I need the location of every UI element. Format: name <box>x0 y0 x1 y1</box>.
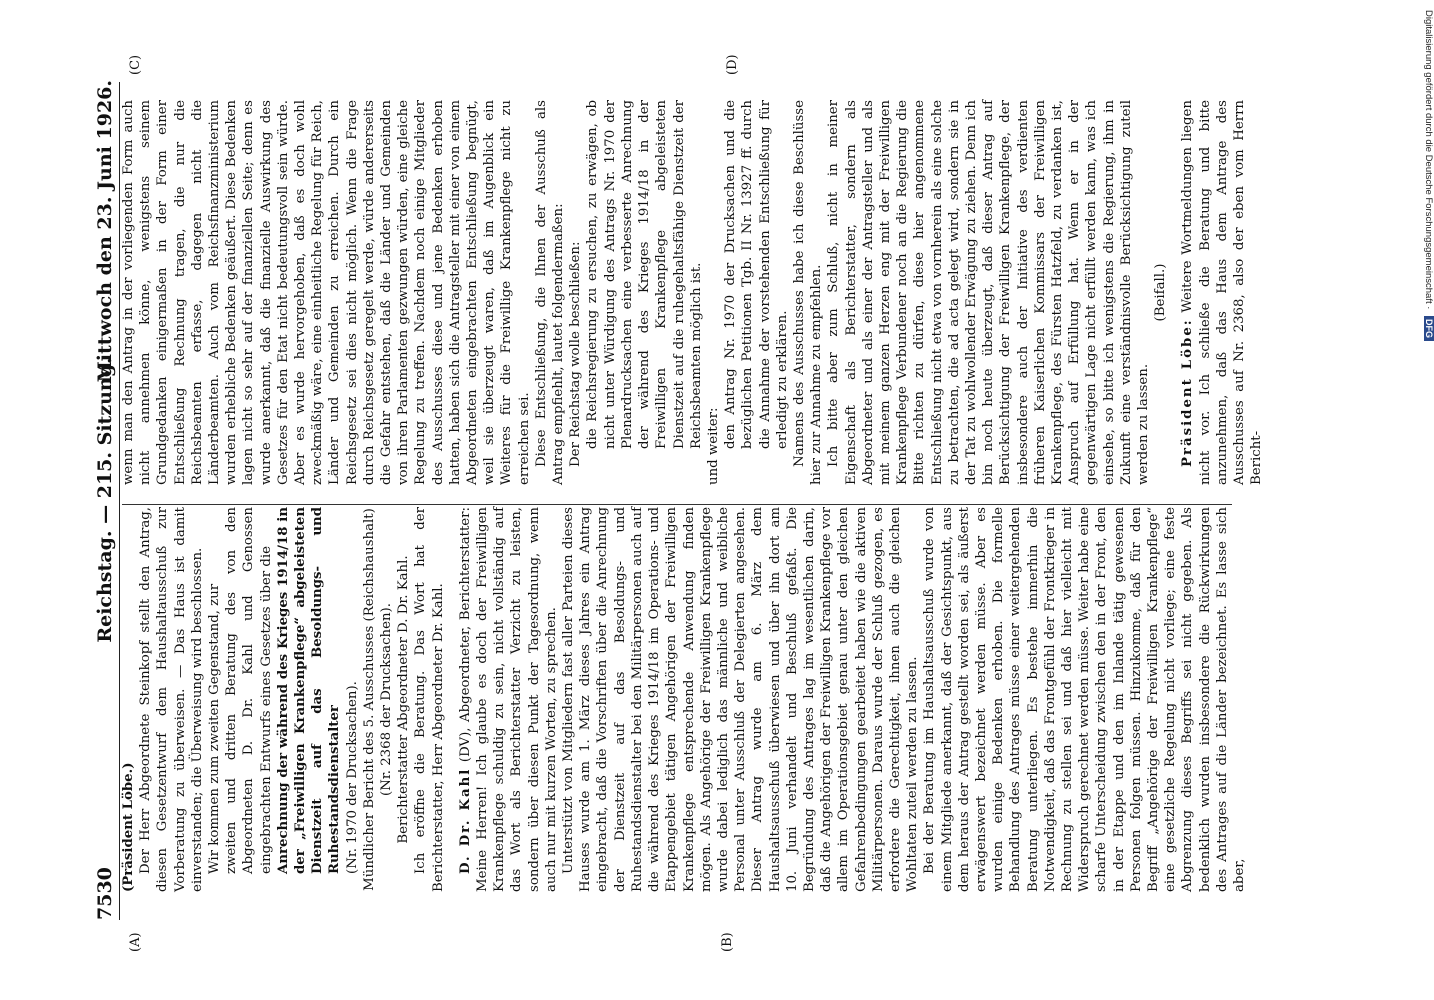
text-paragraph: Namens des Ausschusses habe ich diese Beschlüsse hier zur Annahme zu empfehlen. <box>791 100 825 485</box>
text-paragraph: Bei der Beratung im Haushaltsausschuß wurde von einem Mitgliede anerkannt, daß der Gesichtspunkt, aus dem heraus der Antrag gestellt worden sei, als äußerst erwägenswert bezeichnet werden müsse. Aber es wurden einige Bedenken erhoben. Die formelle Behandlung des Antrages müsse einer weitergehenden Beratung unterliegen. Es bestehe immerhin die Notwendigkeit, daß das Frontgefühl der Frontkrieger in Rechnung zu stellen sei und daß hier vielleicht mit Widerspruch gerechnet werden müsse. Weiter habe eine scharfe Unterscheidung zwischen den in der Front, den in der Etappe und den im Inlande tätig gewesenen Personen folgen müssen. Hinzukomme, daß für den Begriff „Angehörige der Freiwilligen Krankenpflege“ eine gesetzliche Regelung nicht vorliege; eine feste Abgrenzung dieses Begriffs sei nicht gegeben. Als bedenklich wurden insbesondere die Rückwirkungen des Antrages auf die Länder bezeichnet. Es lasse sich aber, <box>922 507 1247 892</box>
speaker-name: (Präsident Löbe.) <box>121 762 136 892</box>
resolution-text <box>584 100 704 485</box>
speaker-label <box>120 507 137 892</box>
text-paragraph: Ich bitte aber zum Schluß, nicht in meiner Eigenschaft als Berichterstatter, sondern als Abgeordneter und als einer der Antragsteller und als mit meinem ganzen Herzen eng mit der Freiwilligen Krankenpflege Verbundener noch an die Regierung die Bitte richten zu dürfen, diese hier angenommene Entschließung nicht etwa von vornherein als eine solche zu betrachten, die ad acta gelegt wird, sondern sie in der Tat zu wohlwollender Erwägung zu ziehen. Denn ich bin noch heute überzeugt, daß dieser Antrag auf Berücksichtigung der Freiwilligen Krankenpflege, der insbesondere auch der Initiative des verdienten früheren Kaiserlichen Kommissars der Freiwilligen Krankenpflege, des Fürsten Hatzfeld, zu verdanken ist, Anspruch auf Erfüllung hat. Wenn er in der gegenwärtigen Lage nicht erfüllt werden kann, was ich einsehe, so bitte ich wenigstens die Regierung, ihm in Zukunft eine verständnisvolle Berücksichtigung zuteil werden zu lassen. <box>826 100 1151 485</box>
speech-paragraph <box>457 507 560 892</box>
text-paragraph: Diese Entschließung, die Ihnen der Ausschuß als Antrag empfiehlt, lautet folgendermaßen: <box>533 100 567 485</box>
column-divider <box>122 504 1232 505</box>
margin-mark-a: (A) <box>128 932 143 952</box>
text-paragraph: (Beifall.) <box>1153 263 1169 322</box>
text-paragraph: Ich eröffne die Beratung. Das Wort hat der Berichterstatter, Herr Abgeordneter Dr. Kahl. <box>413 507 446 892</box>
text-paragraph: zweiten und dritten Beratung des von den Abgeordneten D. Dr. Kahl und Genossen eingebrachten Entwurfs eines Gesetzes über die <box>224 507 274 874</box>
text-paragraph: Mündlicher Bericht des 5. Ausschusses (Reichshaushalt) (Nr. 2368 der Drucksachen). <box>361 508 395 891</box>
resolution-paragraph: den Antrag Nr. 1970 der Drucksachen und die bezüglichen Petitionen Tgb. II Nr. 13927 ff. durch die Annahme der vorstehenden Entschließung für erledigt zu erklären. <box>723 100 790 449</box>
text-paragraph: wenn man den Antrag in der vorliegenden Form auch nicht annehmen könne, wenigstens seinem Grundgedanken einigermaßen in der Form einer Entschließung Rechnung tragen, die nur die Reichsbeamten erfasse, dagegen nicht die Länderbeamten. Auch vom Reichsfinanzministerium wurden erhebliche Bedenken geäußert. Diese Bedenken lagen nicht so sehr auf der finanziellen Seite; denn es wurde anerkannt, daß die finanzielle Auswirkung des Gesetzes für den Etat nicht bedeutungsvoll sein würde. Aber es wurde hervorgehoben, daß es doch wohl zweckmäßig wäre, eine einheitliche Regelung für Reich, Länder und Gemeinden zu erreichen. Durch ein Reichsgesetz sei dies nicht möglich. Wenn die Frage durch Reichsgesetz geregelt werde, würde andererseits die Gefahr entstehen, daß die Länder und Gemeinden von ihren Parlamenten gezwungen würden, eine gleiche Regelung zu treffen. Nachdem noch einige Mitglieder des Ausschusses diese und jene Bedenken erhoben hatten, haben sich die Antragsteller mit einer von einem Abgeordneten eingebrachten Entschließung begnügt, weil sie überzeugt waren, daß im Augenblick ein Weiteres für die Freiwillige Krankenpflege nicht zu erreichen sei. <box>121 100 532 485</box>
margin-mark-c: (C) <box>128 54 143 75</box>
text-paragraph: Wir kommen zum zweiten Gegenstand, zur <box>207 583 223 874</box>
right-column <box>120 100 1265 485</box>
page-number: 7530 <box>94 867 116 920</box>
text-paragraph: Der Herr Abgeordnete Steinkopf stellt den Antrag, diesen Gesetzentwurf dem Haushaltausschuß zur Vorberatung zu überweisen. — Das Haus ist damit einverstanden; die Überweisung wird beschlossen. <box>138 507 205 892</box>
speech-paragraph <box>1179 100 1265 485</box>
credit-text: Digitalisierung gefördert durch die Deutsche Forschungsgemeinschaft · <box>1423 10 1434 313</box>
text-paragraph: Unterstützt von Mitgliedern fast aller Parteien dieses Hauses wurde am 1. März dieses Jahres ein Antrag eingebracht, daß die Vorschriften über die Anrechnung der Dienstzeit auf das Besoldungs- und Ruhestandsdienstalter bei den Militärpersonen auch auf die während des Krieges 1914/18 im Operations- und Etappengebiet tätigen Angehörigen der Freiwilligen Krankenpflege entsprechende Anwendung finden mögen. Als Angehörige der Freiwilligen Krankenpflege wurde dabei lediglich das männliche und weibliche Personal unter Ausschluß der Delegierten angesehen. Dieser Antrag wurde am 6. März dem Haushaltsausschuß überwiesen und über ihn dort am 10. Juni verhandelt und Beschluß gefaßt. Die Begründung des Antrages lag im wesentlichen darin, daß die Angehörigen der Freiwilligen Krankenpflege vor allem im Operationsgebiet genau unter den gleichen Gefahrenbedingungen gearbeitet haben wie die aktiven Militärpersonen. Daraus wurde der Schluß gezogen, es erfordere die Gerechtigkeit, ihnen auch die gleichen Wohltaten zuteil werden zu lassen. <box>561 507 921 892</box>
text-paragraph: Der Reichstag wolle beschließen: <box>568 241 584 467</box>
left-column <box>120 507 1248 892</box>
speaker-name: D. Dr. Kahl <box>457 767 473 874</box>
speech-text: Weitere Wortmeldungen liegen nicht vor. Ich schließe die Beratung und bitte anzunehmen, daß das Haus dem Antrage des Ausschusses auf Nr. 2368, also der eben vom Herrn Bericht- <box>1180 100 1265 485</box>
resolution-text <box>722 100 791 485</box>
resolution-paragraph: die Reichsregierung zu ersuchen, zu erwägen, ob nicht unter Würdigung des Antrags Nr. 1970 der Plenardrucksachen eine verbesserte Anrechnung der während des Krieges 1914/18 in der Freiwilligen Krankenpflege abgeleisteten Dienstzeit auf die ruhegehaltsfähige Dienstzeit der Reichsbeamten möglich ist. <box>585 100 704 449</box>
digitization-credit <box>1423 10 1434 341</box>
speaker-name: Präsident Löbe: <box>1180 318 1196 467</box>
session-date: Mittwoch den 23. Juni 1926. <box>94 80 116 383</box>
text-paragraph: Berichterstatter Abgeordneter D. Dr. Kahl. <box>396 555 412 844</box>
text-paragraph: und weiter: <box>705 407 721 485</box>
margin-mark-d: (D) <box>725 54 740 75</box>
speech-text: (DV), Abgeordneter, Berichterstatter: Meine Herren! Ich glaube es doch der Freiwilligen Krankenpflege schuldig zu sein, nicht vollständig auf das Wort als Berichterstatter Verzicht zu leisten, sondern über diesen Punkt der Tagesordnung, wenn auch nur mit kurzen Worten, zu sprechen. <box>457 506 559 892</box>
margin-mark-b: (B) <box>720 932 735 952</box>
page-header <box>86 80 116 920</box>
text-paragraph: (Nr. 1970 der Drucksachen). <box>344 681 360 874</box>
session-title: Reichstag. — 215. Sitzung. <box>94 357 116 643</box>
bill-title: Anrechnung der während des Krieges 1914/18 in der „Freiwilligen Krankenpflege“ abgeleisteten Dienstzeit auf das Besoldungs- und Ruhestandsdienstalter <box>275 507 343 874</box>
dfg-logo: DFG <box>1424 316 1434 341</box>
